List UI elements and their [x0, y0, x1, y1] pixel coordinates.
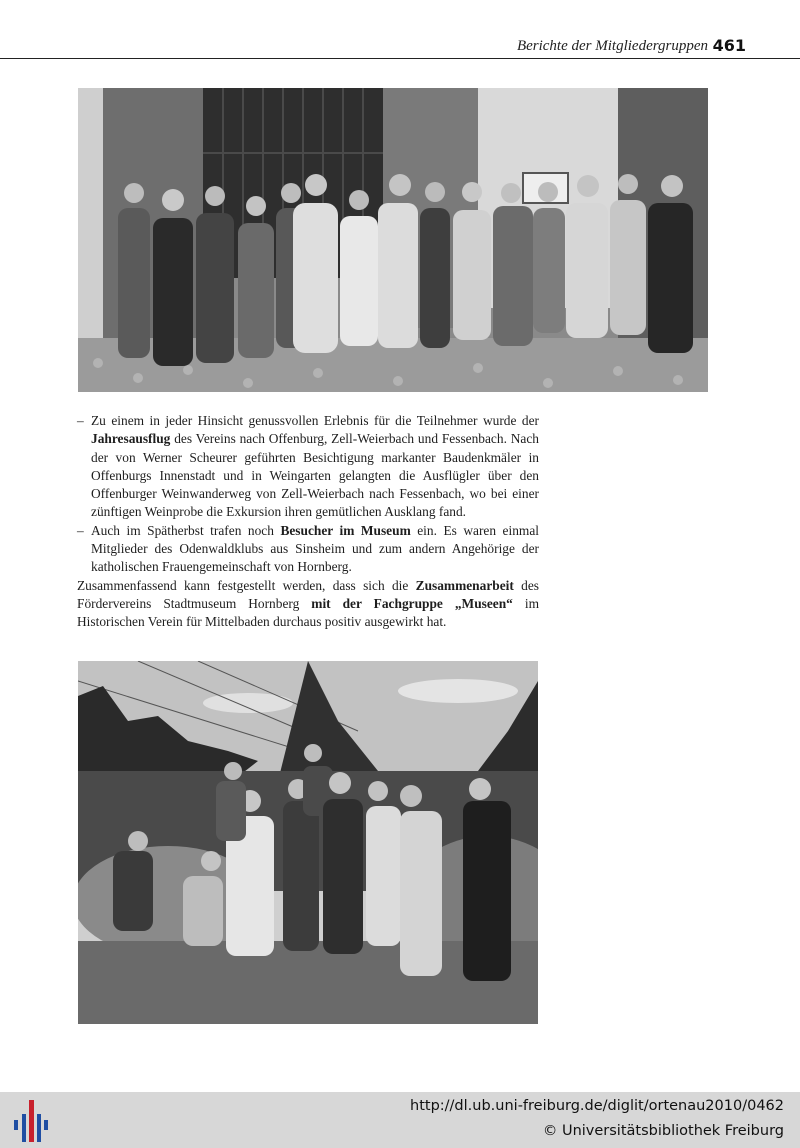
dash-bullet: – — [77, 413, 84, 428]
text-run: des Fördervereins Stadtmuseum Hornberg — [77, 577, 540, 611]
text-run: Zu einem in jeder Hinsicht genussvollen Erlebnis für die Teilnehmer wurde der — [91, 413, 539, 428]
text-run: im Historischen Verein für Mittelbaden durchaus positiv ausgewirkt hat. — [77, 595, 540, 630]
text-run: Zusammenfassend kann festgestellt werden, dass sich die — [77, 577, 416, 593]
group-photo-outdoor — [78, 661, 538, 1024]
bold-term: Jahresausflug — [91, 431, 171, 447]
university-library-logo-icon — [10, 1100, 50, 1142]
text-run: des Vereins nach Offenburg, Zell-Weierbach und Fessenbach. Nach der von Werner Scheurer geführten Besichtigung markanter Baudenkmäler in Offenburgs Innenstadt und in Weingarten gelangten die Ausflügler über den Offenburger Weinwanderweg von Zell-Weierbach nach Fessenbach, wo bei einer zünftigen Weinprobe die Exkursion ihren gemütlichen Ausklang fand. — [91, 431, 539, 520]
bold-term: Besucher im Museum — [280, 522, 411, 538]
source-url-link[interactable]: http://dl.ub.uni-freiburg.de/diglit/ortenau2010/0462 — [410, 1098, 784, 1114]
bold-term: Zusammenarbeit — [415, 577, 514, 593]
section-title: Berichte der Mitgliedergruppen — [516, 38, 708, 54]
summary-paragraph — [77, 577, 539, 632]
page-number: 461 — [712, 36, 746, 55]
copyright-notice: © Universitätsbibliothek Freiburg — [542, 1123, 784, 1139]
group-photo-church-door — [78, 88, 708, 392]
list-item-besucher — [77, 522, 539, 577]
footer-bar — [0, 1092, 800, 1148]
bold-term: mit der Fachgruppe „Museen“ — [311, 595, 513, 611]
text-run: Auch im Spätherbst trafen noch — [91, 522, 281, 538]
dash-bullet: – — [77, 522, 84, 538]
running-header — [0, 36, 800, 59]
list-item-jahresausflug — [77, 412, 539, 522]
text-run: ein. Es waren einmal Mitglieder des Odenwaldklubs aus Sinsheim und zum andern Angehörige der katholischen Frauengemeinschaft von Hornberg. — [91, 522, 539, 575]
report-text — [77, 412, 539, 632]
